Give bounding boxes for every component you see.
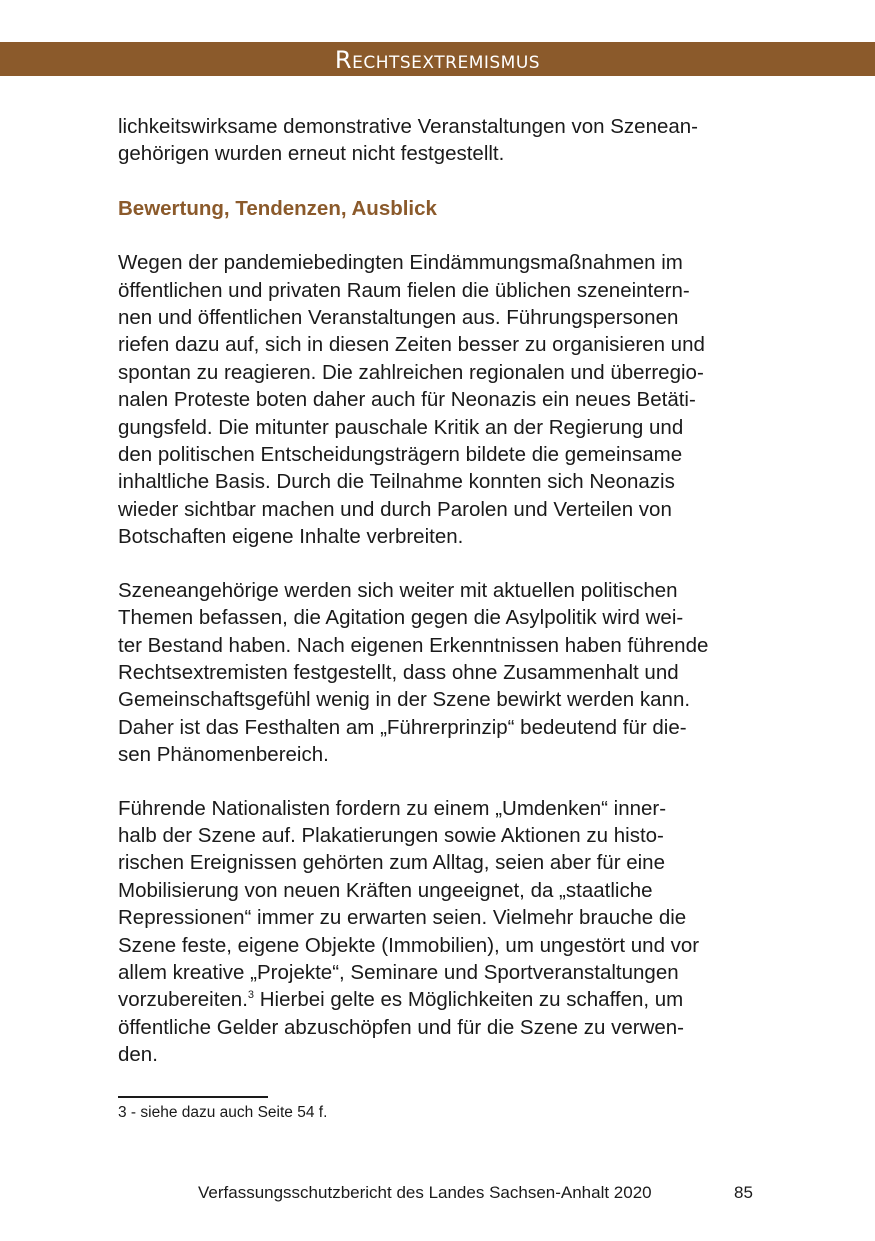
body-paragraph-2: Szeneangehörige werden sich weiter mit aktuellen politischen Themen befassen, die Agitation gegen die Asylpolitik wird wei- ter Bestand haben. Nach eigenen Erkenntnissen haben führende Rechtsextremisten festgestellt, dass ohne Zusammenhalt und Gemeinschaftsgefühl wenig in der Szene bewirkt werden kann. Daher ist das Festhalten am „Führerprinzip“ bedeutend für die- sen Phänomenbereich. xyxy=(118,578,709,767)
publication-title: Verfassungsschutzbericht des Landes Sachsen-Anhalt 2020 xyxy=(198,1183,652,1202)
footnote-divider xyxy=(118,1096,268,1098)
intro-paragraph: lichkeitswirksame demonstrative Veranstaltungen von Szenean- gehörigen wurden erneut nicht festgestellt. xyxy=(118,115,698,166)
footnote: 3 - siehe dazu auch Seite 54 f. xyxy=(118,1104,328,1121)
chapter-header-bar xyxy=(0,42,875,76)
page-number: 85 xyxy=(734,1183,753,1202)
main-content xyxy=(118,113,758,1069)
footnote-reference: 3 xyxy=(247,989,255,1002)
body-paragraph-3 xyxy=(118,795,758,1069)
section-heading: Bewertung, Tendenzen, Ausblick xyxy=(118,196,437,220)
body-paragraph-3-part-2: Hierbei gelte es Möglichkeiten zu schaffen, um öffentliche Gelder abzuschöpfen und für die Szene zu verwen- den. xyxy=(118,988,685,1067)
body-paragraph-1: Wegen der pandemiebedingten Eindämmungsmaßnahmen im öffentlichen und privaten Raum fielen die üblichen szeneintern- nen und öffentlichen Veranstaltungen aus. Führungspersonen riefen dazu auf, sich in diesen Zeiten besser zu organisieren und spontan zu reagieren. Die zahlreichen regionalen und überregio- nalen Proteste boten daher auch für Neonazis ein neues Betäti- gungsfeld. Die mitunter pauschale Kritik an der Regierung und den politischen Entscheidungsträgern bildete die gemeinsame inhaltliche Basis. Durch die Teilnahme konnten sich Neonazis wieder sichtbar machen und durch Parolen und Verteilen von Botschaften eigene Inhalte verbreiten. xyxy=(118,251,705,549)
chapter-title: Rechtsextremismus xyxy=(334,46,541,74)
body-paragraph-3-part-1: Führende Nationalisten fordern zu einem „Umdenken“ inner- halb der Szene auf. Plakatierungen sowie Aktionen zu histo- rischen Ereignissen gehörten zum Alltag, seien aber für eine Mobilisierung von neuen Kräften ungeeignet, da „staatliche Repressionen“ immer zu erwarten seien. Vielmehr brauche die Szene feste, eigene Objekte (Immobilien), um ungestört und vor allem kreative „Projekte“, Seminare und Sportveranstaltungen vorzubereiten. xyxy=(118,796,700,1012)
